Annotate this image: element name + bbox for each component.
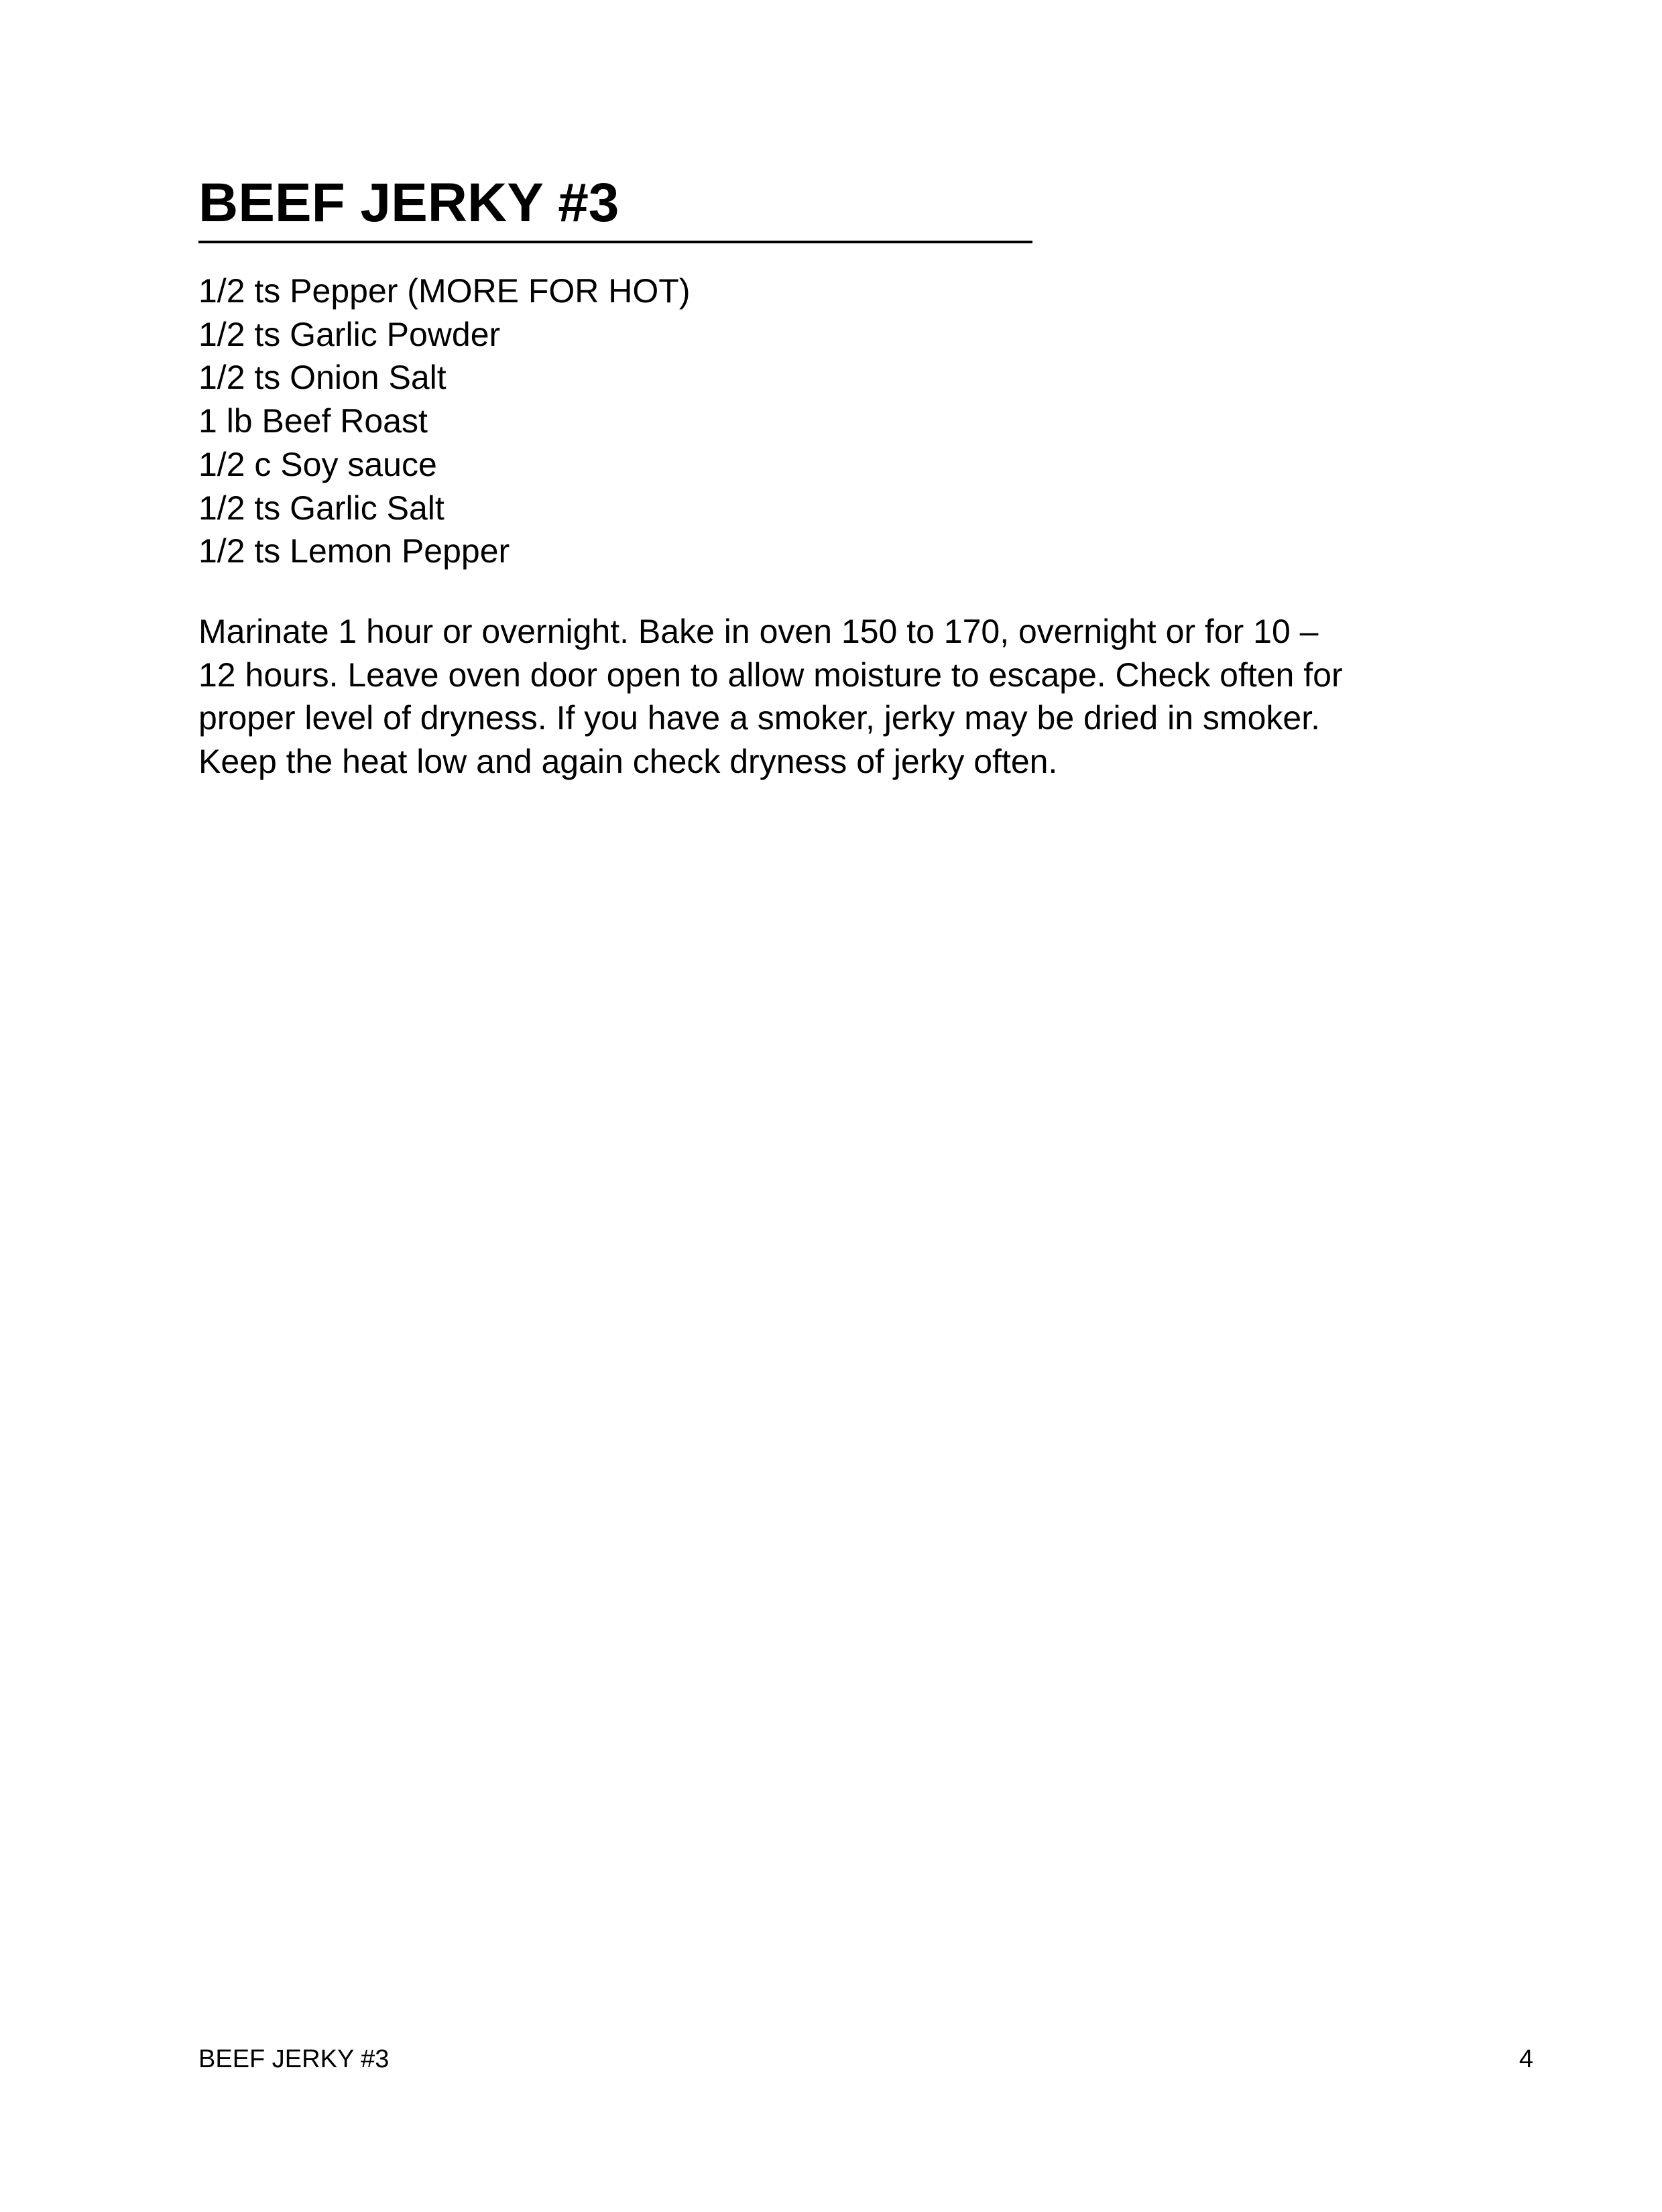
ingredient-item: 1/2 ts Pepper (MORE FOR HOT) [198,272,691,310]
instructions-line: Keep the heat low and again check dryness of jerky often. [198,743,1058,781]
ingredient-item: 1/2 ts Onion Salt [198,359,447,397]
ingredient-item: 1/2 ts Garlic Salt [198,489,444,527]
ingredient-item: 1 lb Beef Roast [198,402,428,440]
footer-page-number: 4 [1519,2045,1533,2073]
recipe-title: BEEF JERKY #3 [198,172,619,233]
instructions-paragraph [198,610,1343,784]
ingredient-item: 1/2 c Soy sauce [198,445,437,483]
ingredient-item: 1/2 ts Garlic Powder [198,315,501,353]
instructions-line: proper level of dryness. If you have a smoker, jerky may be dried in smoker. [198,699,1320,737]
instructions-line: 12 hours. Leave oven door open to allow moisture to escape. Check often for [198,656,1343,694]
instructions-line: Marinate 1 hour or overnight. Bake in oven 150 to 170, overnight or for 10 – [198,613,1319,650]
title-underline-rule [198,241,1032,243]
ingredient-list [198,269,690,573]
ingredient-item: 1/2 ts Lemon Pepper [198,532,510,570]
footer-running-title: BEEF JERKY #3 [198,2045,390,2073]
